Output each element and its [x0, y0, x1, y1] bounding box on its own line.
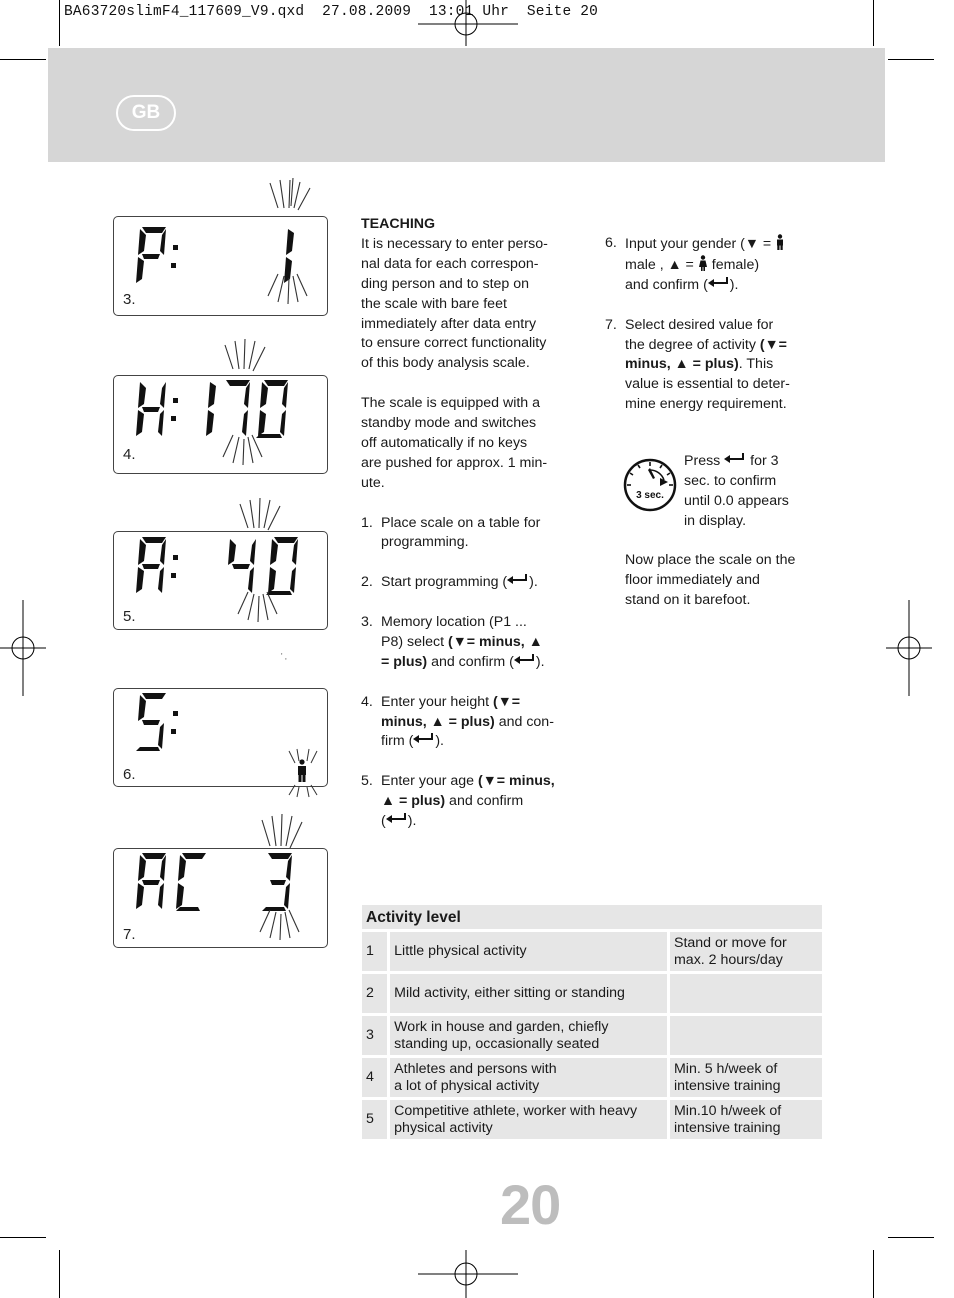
activity-note: Min.10 h/week of intensive training: [668, 1099, 823, 1141]
step-7: 7. Select desired value for the degree of activity (▼= minus, ▲ = plus). This value is essential to deter- mine energy requirement.: [605, 316, 790, 413]
crop-mark: [0, 59, 46, 60]
table-row: [361, 1015, 824, 1057]
teaching-intro: It is necessary to enter perso- nal data for each correspon- ding person and to step on the scale with bare feet immediately after data entry to ensure correct functionality of this body analysis scale.: [361, 235, 548, 372]
enter-key-icon: [386, 813, 408, 823]
registration-mark-top: [418, 0, 518, 46]
blink-rays: [215, 337, 275, 467]
table-row: [361, 931, 824, 973]
crop-mark: [59, 0, 60, 46]
activity-description: Mild activity, either sitting or standing: [389, 973, 669, 1015]
lcd-digits: [136, 691, 316, 751]
table-row: [361, 1099, 824, 1141]
blink-rays: [252, 812, 312, 944]
lcd-display-age: [113, 531, 328, 630]
crop-mark: [873, 0, 874, 46]
activity-level-number: 2: [361, 973, 389, 1015]
activity-description: Athletes and persons with a lot of physical activity: [389, 1057, 669, 1099]
display-label: 3.: [123, 291, 136, 308]
registration-mark-bottom: [418, 1250, 518, 1298]
enter-key-icon: [708, 277, 730, 287]
activity-description: Work in house and garden, chiefly standing up, occasionally seated: [389, 1015, 669, 1057]
activity-note: [668, 1015, 823, 1057]
table-header-row: [361, 904, 824, 931]
female-icon: [698, 255, 708, 271]
display-label: 5.: [123, 608, 136, 625]
teaching-heading: TEACHING: [361, 216, 436, 232]
activity-note: [668, 973, 823, 1015]
enter-key-icon: [413, 733, 435, 743]
activity-level-number: 4: [361, 1057, 389, 1099]
display-label: 6.: [123, 766, 136, 783]
final-instruction: Now place the scale on the floor immediately and stand on it barefoot.: [625, 552, 796, 608]
enter-key-icon: [507, 574, 529, 584]
stopwatch-label: 3 sec.: [636, 490, 664, 501]
activity-note: Stand or move for max. 2 hours/day: [668, 931, 823, 973]
language-badge: GB: [116, 95, 176, 131]
page-number: 20: [500, 1173, 561, 1236]
blink-rays: [260, 178, 320, 308]
step-1: 1. Place scale on a table for programming.: [361, 514, 541, 551]
activity-level-number: 1: [361, 931, 389, 973]
crop-mark: [873, 1250, 874, 1298]
activity-level-table: [359, 902, 825, 1142]
stray-mark: ' ,: [281, 652, 287, 661]
activity-level-number: 3: [361, 1015, 389, 1057]
activity-description: Little physical activity: [389, 931, 669, 973]
activity-description: Competitive athlete, worker with heavy physical activity: [389, 1099, 669, 1141]
file-header: BA63720slimF4_117609_V9.qxd 27.08.2009 13:01 Uhr Seite 20: [64, 4, 599, 20]
crop-mark: [59, 1250, 60, 1298]
enter-key-icon: [724, 453, 746, 463]
display-label: 7.: [123, 926, 136, 943]
registration-mark-left: [0, 600, 46, 696]
blink-rays: [283, 747, 323, 799]
enter-key-icon: [514, 654, 536, 664]
step-6: 6. Input your gender (▼ = male , ▲ = female) and confirm ( ).: [605, 234, 825, 296]
crop-mark: [888, 1237, 934, 1238]
registration-mark-right: [886, 600, 932, 696]
table-row: [361, 1057, 824, 1099]
stopwatch-icon: [622, 456, 680, 514]
display-label: 4.: [123, 446, 136, 463]
activity-level-number: 5: [361, 1099, 389, 1141]
step-5: 5. Enter your age (▼= minus, ▲ = plus) and confirm ( ).: [361, 773, 555, 830]
male-icon: [775, 234, 785, 250]
teaching-column: [361, 215, 586, 852]
table-title: Activity level: [361, 904, 824, 931]
crop-mark: [0, 1237, 46, 1238]
standby-paragraph: The scale is equipped with a standby mode and switches off automatically if no keys are pushed for approx. 1 min- ute.: [361, 395, 548, 491]
step-3: 3. Memory location (P1 ... P8) select (▼= minus, ▲ = plus) and confirm ( ).: [361, 614, 545, 670]
step-2: 2. Start programming ( ).: [361, 574, 538, 591]
activity-note: Min. 5 h/week of intensive training: [668, 1057, 823, 1099]
press-instruction: Press for 3 sec. to confirm until 0.0 appears in display.: [684, 453, 789, 529]
instructions-column: [605, 234, 825, 435]
blink-rays: [230, 496, 290, 626]
table-row: [361, 973, 824, 1015]
crop-mark: [888, 59, 934, 60]
step-4: 4. Enter your height (▼= minus, ▲ = plus) and con- firm ( ).: [361, 693, 554, 750]
